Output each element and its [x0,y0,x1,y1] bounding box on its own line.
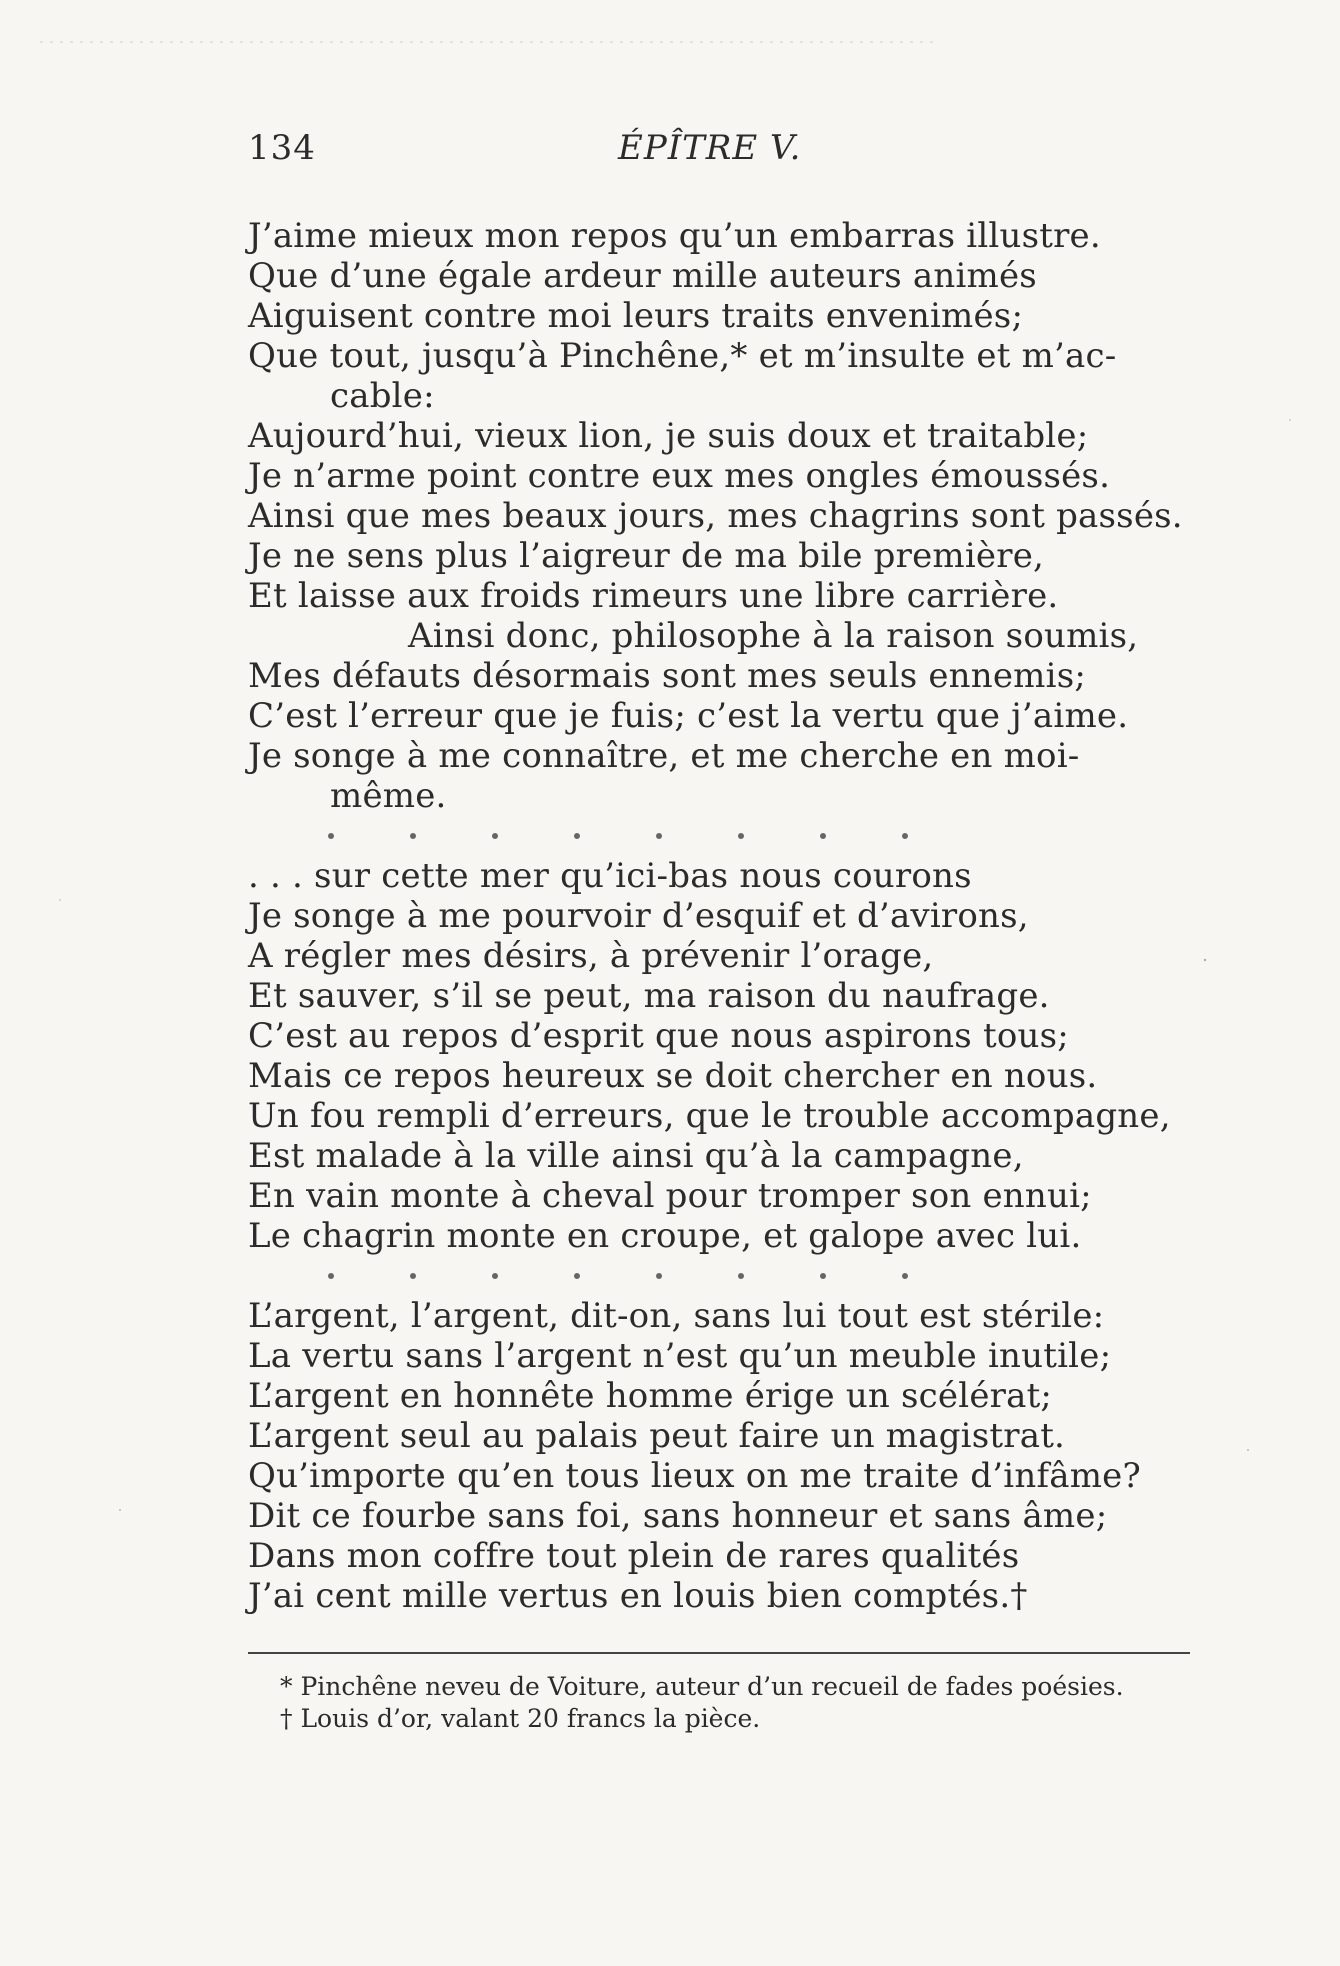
verse-line: J’ai cent mille vertus en louis bien comptés.† [248,1576,1028,1616]
verse-line: C’est au repos d’esprit que nous aspirons tous; [248,1016,1069,1056]
poem-body [248,216,1208,1616]
footnote-pinchene: * Pinchêne neveu de Voiture, auteur d’un recueil de fades poésies. [280,1672,1124,1701]
verse-line: J’aime mieux mon repos qu’un embarras illustre. [248,216,1101,256]
footnote-rule [248,1652,1190,1654]
running-head [248,128,1128,174]
running-title: ÉPÎTRE V. [618,128,802,168]
verse-line: Je songe à me pourvoir d’esquif et d’avirons, [248,896,1029,936]
verse-line: Dans mon coffre tout plein de rares qualités [248,1536,1020,1576]
verse-line: Ainsi donc, philosophe à la raison soumis, [408,616,1139,656]
verse-line: L’argent en honnête homme érige un scélérat; [248,1376,1053,1416]
verse-line: Dit ce fourbe sans foi, sans honneur et sans âme; [248,1496,1108,1536]
omission-dots [248,1256,1208,1296]
stanza-1 [248,216,1208,816]
verse-line: L’argent, l’argent, dit-on, sans lui tout est stérile: [248,1296,1105,1336]
verse-line: Et laisse aux froids rimeurs une libre carrière. [248,576,1059,616]
verse-line: C’est l’erreur que je fuis; c’est la vertu que j’aime. [248,696,1129,736]
verse-line: Ainsi que mes beaux jours, mes chagrins sont passés. [248,496,1183,536]
verse-line: Aiguisent contre moi leurs traits envenimés; [248,296,1024,336]
verse-line: . . . sur cette mer qu’ici-bas nous courons [248,856,972,896]
verse-line: Je n’arme point contre eux mes ongles émoussés. [248,456,1111,496]
verse-line: Mais ce repos heureux se doit chercher en nous. [248,1056,1098,1096]
stanza-3 [248,1296,1208,1616]
verse-line: Je songe à me connaître, et me cherche en moi- [248,736,1080,776]
verse-line: A régler mes désirs, à prévenir l’orage, [248,936,934,976]
stanza-2 [248,856,1208,1256]
omission-dots [248,816,1208,856]
verse-line: Et sauver, s’il se peut, ma raison du naufrage. [248,976,1050,1016]
verse-line: Que d’une égale ardeur mille auteurs animés [248,256,1037,296]
verse-line: Est malade à la ville ainsi qu’à la campagne, [248,1136,1024,1176]
verse-line: Je ne sens plus l’aigreur de ma bile première, [248,536,1045,576]
verse-line: cable: [330,376,435,416]
verse-line: Aujourd’hui, vieux lion, je suis doux et traitable; [248,416,1089,456]
page-number: 134 [248,128,316,168]
footnote-louis: † Louis d’or, valant 20 francs la pièce. [280,1704,761,1733]
verse-line: La vertu sans l’argent n’est qu’un meuble inutile; [248,1336,1112,1376]
verse-line: En vain monte à cheval pour tromper son ennui; [248,1176,1092,1216]
verse-line: même. [330,776,447,816]
verse-line: L’argent seul au palais peut faire un magistrat. [248,1416,1066,1456]
verse-line: Le chagrin monte en croupe, et galope avec lui. [248,1216,1082,1256]
verse-line: Mes défauts désormais sont mes seuls ennemis; [248,656,1086,696]
verse-line: Un fou rempli d’erreurs, que le trouble accompagne, [248,1096,1171,1136]
verse-line: Qu’importe qu’en tous lieux on me traite d’infâme? [248,1456,1141,1496]
verse-line: Que tout, jusqu’à Pinchêne,* et m’insulte et m’ac- [248,336,1117,376]
footnotes [248,1672,1190,1734]
